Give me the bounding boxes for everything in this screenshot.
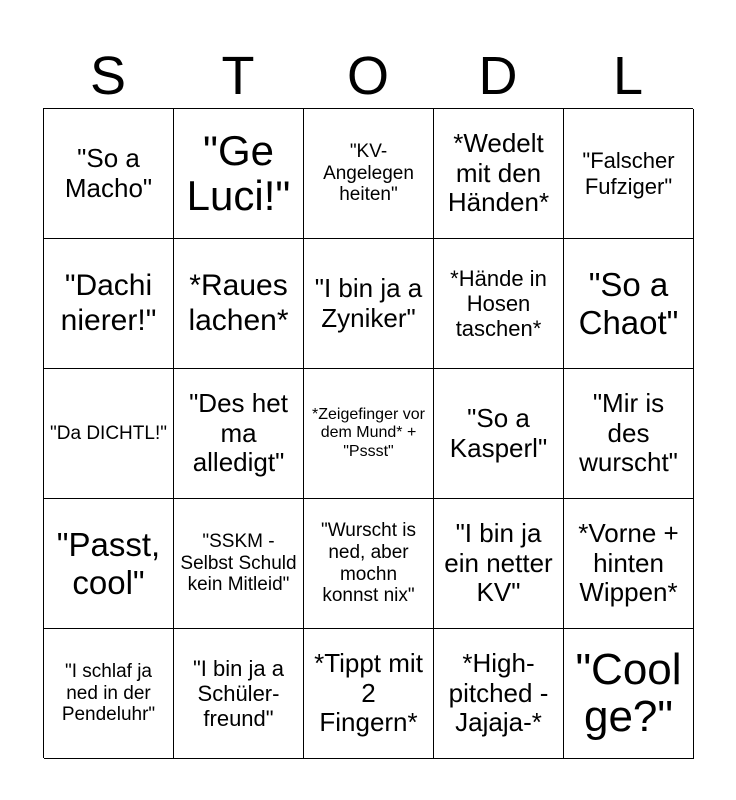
bingo-cell[interactable]: "So a Kasperl" — [434, 369, 564, 499]
bingo-cell[interactable]: "I bin ja a Zyniker" — [304, 239, 434, 369]
header-letter-l: L — [612, 46, 644, 106]
bingo-cell[interactable]: "Ge Luci!" — [174, 109, 304, 239]
bingo-cell[interactable]: "Wurscht is ned, aber mochn konnst nix" — [304, 499, 434, 629]
bingo-cell[interactable]: "SSKM - Selbst Schuld kein Mitleid" — [174, 499, 304, 629]
bingo-cell[interactable]: *Wedelt mit den Händen* — [434, 109, 564, 239]
header-letter-o: O — [346, 46, 389, 106]
header-letter-s: S — [89, 46, 127, 106]
bingo-cell[interactable]: "Cool ge?" — [564, 629, 694, 759]
bingo-cell[interactable]: "Des het ma alledigt" — [174, 369, 304, 499]
bingo-cell[interactable]: "KV-Angelegen heiten" — [304, 109, 434, 239]
header-letter-t: T — [221, 46, 255, 106]
bingo-cell[interactable]: "Falscher Fufziger" — [564, 109, 694, 239]
bingo-cell[interactable]: "Passt, cool" — [44, 499, 174, 629]
bingo-cell[interactable]: "So a Chaot" — [564, 239, 694, 369]
bingo-cell[interactable]: "Dachi nierer!" — [44, 239, 174, 369]
bingo-cell[interactable]: *High-pitched - Jajaja-* — [434, 629, 564, 759]
bingo-cell[interactable]: "Da DICHTL!" — [44, 369, 174, 499]
bingo-header — [43, 44, 693, 108]
bingo-grid — [43, 108, 693, 758]
bingo-cell[interactable]: *Hände in Hosen taschen* — [434, 239, 564, 369]
bingo-cell[interactable]: "I bin ja ein netter KV" — [434, 499, 564, 629]
bingo-cell[interactable]: *Raues lachen* — [174, 239, 304, 369]
header-letter-d: D — [478, 46, 518, 106]
bingo-cell[interactable]: "I schlaf ja ned in der Pendeluhr" — [44, 629, 174, 759]
bingo-cell[interactable]: *Zeigefinger vor dem Mund* + "Pssst" — [304, 369, 434, 499]
bingo-cell[interactable]: "Mir is des wurscht" — [564, 369, 694, 499]
bingo-cell[interactable]: *Vorne + hinten Wippen* — [564, 499, 694, 629]
bingo-cell[interactable]: "I bin ja a Schüler-freund" — [174, 629, 304, 759]
bingo-cell[interactable]: "So a Macho" — [44, 109, 174, 239]
bingo-cell[interactable]: *Tippt mit 2 Fingern* — [304, 629, 434, 759]
